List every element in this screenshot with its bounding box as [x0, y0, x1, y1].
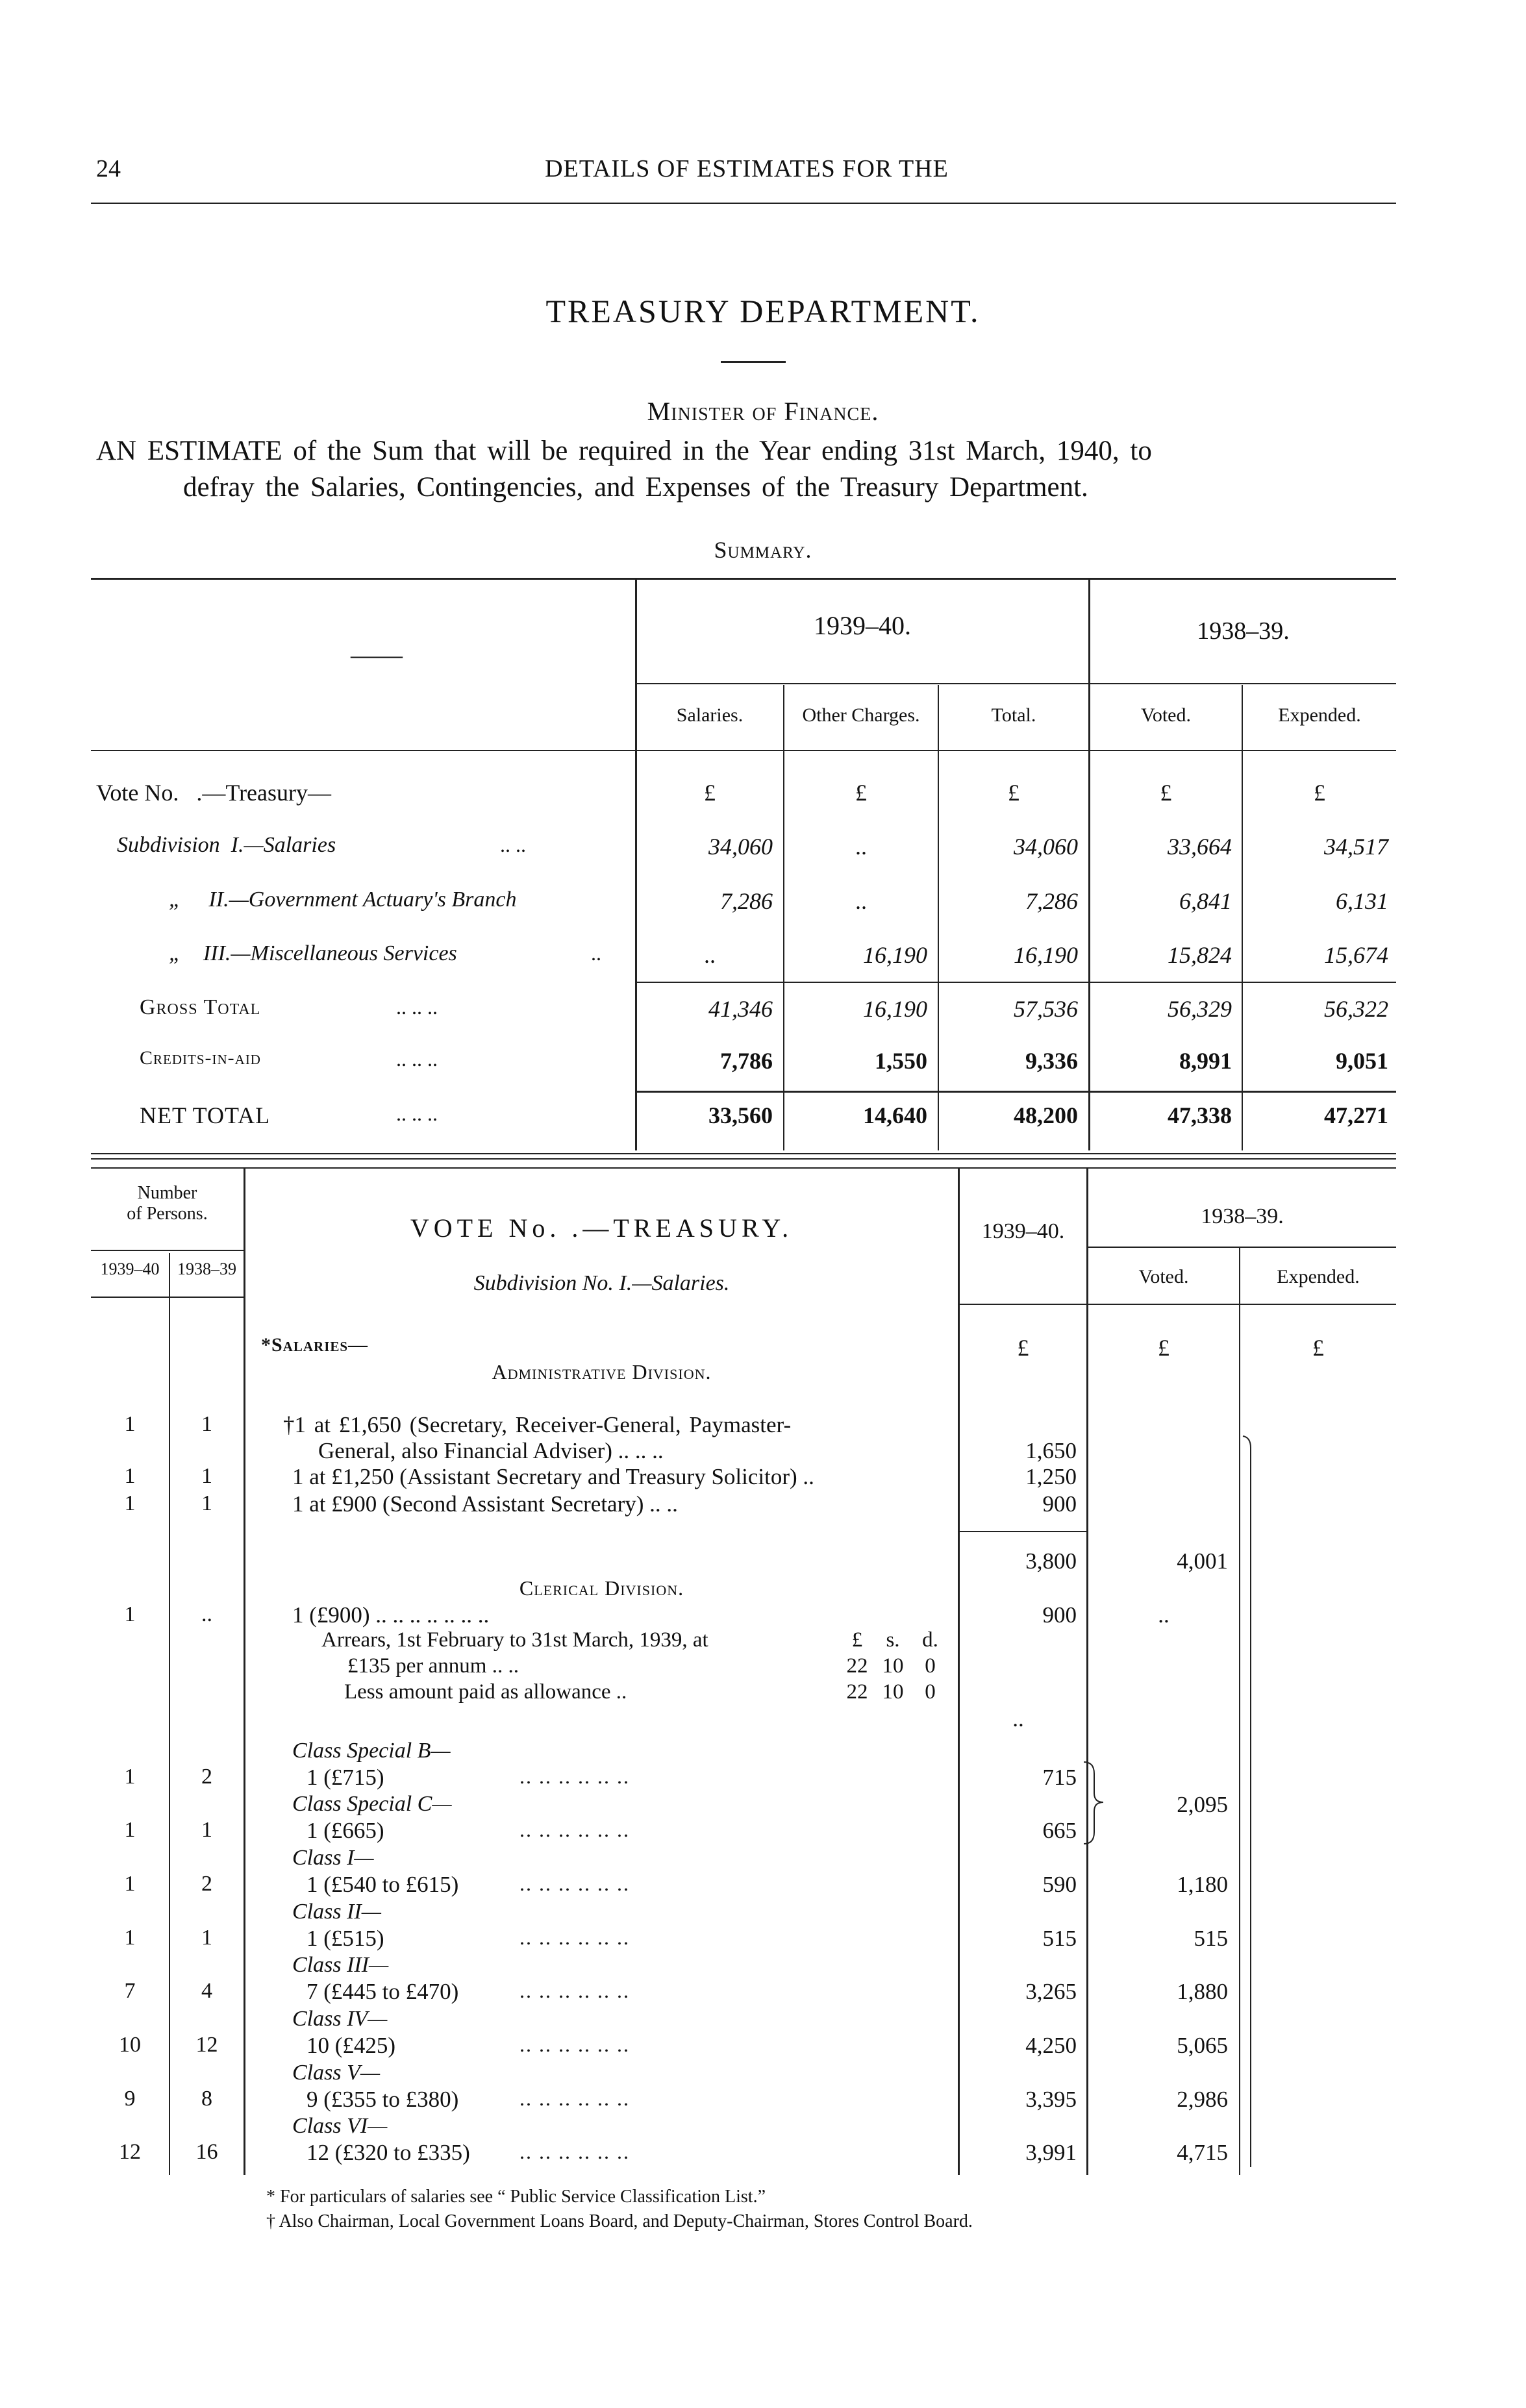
class-dots: .. .. .. .. .. .. — [519, 1765, 630, 1788]
class-amount: 515 — [1042, 1926, 1077, 1951]
summary-year-prev: 1938–39. — [1197, 617, 1290, 645]
class-n39: 10 — [119, 2033, 141, 2057]
class-n38: 8 — [201, 2087, 212, 2111]
clerical-amount: 900 — [1042, 1602, 1077, 1628]
admin-amount: 1,250 — [1025, 1464, 1077, 1489]
summary-dash: —— — [351, 640, 403, 669]
credits-label: Credits-in-aid — [140, 1047, 261, 1069]
detail-currency-voted: £ — [1158, 1335, 1170, 1361]
summary-row-label: „ III.—Miscellaneous Services — [169, 941, 457, 965]
class-dots: .. .. .. .. .. .. — [519, 2087, 630, 2110]
vote-label: Vote No. .—Treasury— — [96, 780, 332, 806]
running-title: DETAILS OF ESTIMATES FOR THE — [545, 155, 949, 182]
class-line: 12 (£320 to £335) — [306, 2140, 470, 2165]
clerical-voted: .. — [1158, 1602, 1170, 1628]
arrears-line: £135 per annum .. .. — [347, 1654, 519, 1678]
class-line: 1 (£715) — [306, 1765, 384, 1790]
net-salaries: 33,560 — [708, 1102, 773, 1128]
admin-subtotal: 3,800 — [1025, 1548, 1077, 1574]
arrears-amount: .. — [1012, 1706, 1024, 1732]
class-name: Class Special B— — [292, 1739, 451, 1763]
currency-other: £ — [855, 780, 867, 806]
class-n39: 9 — [124, 2087, 136, 2111]
minister-heading: Minister of Finance. — [647, 397, 879, 426]
detail-rule-persons — [244, 1169, 245, 2175]
summary-year-rule — [636, 683, 1396, 684]
class-amount: 4,250 — [1025, 2033, 1077, 2058]
arrears-v1-s: 10 — [882, 1654, 904, 1678]
class-n38: 1 — [201, 1818, 212, 1842]
persons-header-rule — [91, 1250, 244, 1251]
gross-voted: 56,329 — [1168, 996, 1232, 1022]
class-voted: 515 — [1194, 1926, 1228, 1951]
class-dots: .. .. .. .. .. .. — [519, 1818, 630, 1841]
class-name: Class Special C— — [292, 1792, 452, 1816]
detail-col-voted: Voted. — [1138, 1266, 1189, 1287]
class-line: 1 (£540 to £615) — [306, 1872, 459, 1897]
currency-salaries: £ — [704, 780, 716, 806]
class-dots: .. .. .. .. .. .. — [519, 1872, 630, 1895]
summary-row-salaries: 34,060 — [708, 834, 773, 860]
arrears-head-l: £ — [851, 1628, 863, 1652]
col-voted: Voted. — [1141, 704, 1191, 726]
header-rule — [91, 203, 1396, 204]
summary-rule-voted — [1242, 685, 1243, 1150]
detail-currency-expended: £ — [1312, 1335, 1324, 1361]
net-total-label: NET TOTAL — [140, 1102, 271, 1128]
class-n38: 1 — [201, 1926, 212, 1950]
class-line: 10 (£425) — [306, 2033, 396, 2058]
summary-row-dots: .. .. — [500, 833, 526, 856]
clerical-n39: 1 — [124, 1602, 136, 1626]
class-voted: 1,180 — [1177, 1872, 1228, 1897]
summary-row-other: .. — [855, 834, 867, 860]
special-voted: 2,095 — [1177, 1792, 1228, 1817]
summary-row-label: Subdivision I.—Salaries — [117, 833, 336, 857]
admin-amount: 1,650 — [1025, 1438, 1077, 1463]
credits-total: 9,336 — [1025, 1048, 1078, 1074]
admin-amount: 900 — [1042, 1491, 1077, 1517]
class-name: Class I— — [292, 1846, 374, 1870]
class-line: 7 (£445 to £470) — [306, 1979, 459, 2004]
arrears-head-s: s. — [886, 1628, 900, 1652]
class-amount: 590 — [1042, 1872, 1077, 1897]
arrears-v2-s: 10 — [882, 1680, 904, 1704]
summary-row-expended: 34,517 — [1324, 834, 1388, 860]
summary-row-voted: 15,824 — [1168, 942, 1232, 968]
net-dots: .. .. .. — [396, 1102, 438, 1125]
class-amount: 715 — [1042, 1765, 1077, 1790]
gross-salaries: 41,346 — [708, 996, 773, 1022]
class-n39: 1 — [124, 1926, 136, 1950]
currency-total: £ — [1008, 780, 1019, 806]
net-other: 14,640 — [863, 1102, 927, 1128]
arrears-line: Less amount paid as allowance .. — [344, 1680, 627, 1704]
class-n39: 1 — [124, 1872, 136, 1896]
detail-year-prev: 1938–39. — [1201, 1204, 1284, 1228]
gross-dots: .. .. .. — [396, 995, 438, 1019]
persons-header: Number of Persons. — [127, 1183, 208, 1224]
summary-row-other: 16,190 — [863, 942, 927, 968]
summary-row-salaries: 7,286 — [720, 888, 773, 914]
arrears-line: Arrears, 1st February to 31st March, 1939, at — [321, 1628, 708, 1652]
summary-row-total: 7,286 — [1025, 888, 1078, 914]
summary-year-current: 1939–40. — [814, 611, 911, 640]
page-title: TREASURY DEPARTMENT. — [545, 293, 981, 329]
footnote-salaries: * For particulars of salaries see “ Public Service Classification List.” — [266, 2187, 766, 2207]
summary-row-voted: 6,841 — [1179, 888, 1232, 914]
gross-total: 57,536 — [1014, 996, 1078, 1022]
detail-year-rule — [1088, 1247, 1396, 1248]
summary-net-rule — [636, 1091, 1396, 1093]
class-n39: 12 — [119, 2140, 141, 2164]
summary-row-dots: .. — [591, 941, 601, 965]
summary-subtotal-rule — [636, 982, 1396, 983]
detail-currency-amount: £ — [1017, 1335, 1029, 1361]
clerical-heading: Clerical Division. — [519, 1576, 684, 1600]
admin-line: General, also Financial Adviser) .. .. .. — [318, 1438, 664, 1463]
class-amount: 3,991 — [1025, 2140, 1077, 2165]
class-dots: .. .. .. .. .. .. — [519, 2140, 630, 2163]
col-persons-1938: 1938–39 — [177, 1260, 236, 1278]
summary-bottom-rule-1 — [91, 1153, 1396, 1154]
class-n39: 7 — [124, 1979, 136, 2003]
admin-heading: Administrative Division. — [492, 1360, 712, 1384]
gross-other: 16,190 — [863, 996, 927, 1022]
arrears-v1-d: 0 — [925, 1654, 936, 1678]
class-line: 9 (£355 to £380) — [306, 2087, 459, 2112]
intro-line-1: AN ESTIMATE of the Sum that will be required in the Year ending 31st March, 1940, to — [96, 436, 1152, 466]
class-voted: 5,065 — [1177, 2033, 1228, 2058]
admin-n39: 1 — [124, 1491, 136, 1515]
footnote-chairman: † Also Chairman, Local Government Loans Board, and Deputy-Chairman, Stores Control Board. — [266, 2211, 973, 2231]
admin-line: †1 at £1,650 (Secretary, Receiver-General, Paymaster- — [283, 1412, 792, 1437]
class-dots: .. .. .. .. .. .. — [519, 2033, 630, 2056]
col-expended: Expended. — [1278, 704, 1361, 726]
class-n38: 16 — [195, 2140, 218, 2164]
salaries-heading: *Salaries— — [261, 1334, 369, 1356]
credits-dots: .. .. .. — [396, 1047, 438, 1071]
col-total: Total. — [991, 704, 1036, 726]
class-name: Class V— — [292, 2061, 381, 2085]
detail-header-rule — [960, 1304, 1396, 1305]
vote-title: VOTE No. .—TREASURY. — [410, 1213, 794, 1243]
credits-other: 1,550 — [875, 1048, 927, 1074]
currency-expended: £ — [1314, 780, 1325, 806]
detail-top-rule — [91, 1167, 1396, 1169]
summary-row-expended: 15,674 — [1324, 942, 1388, 968]
class-amount: 3,265 — [1025, 1979, 1077, 2004]
class-name: Class II— — [292, 1900, 381, 1924]
class-dots: .. .. .. .. .. .. — [519, 1926, 630, 1949]
arrears-v2-l: 22 — [846, 1680, 868, 1704]
net-total: 48,200 — [1014, 1102, 1078, 1128]
class-amount: 3,395 — [1025, 2087, 1077, 2112]
intro-line-2: defray the Salaries, Contingencies, and Expenses of the Treasury Department. — [183, 472, 1088, 503]
admin-line: 1 at £1,250 (Assistant Secretary and Treasury Solicitor) .. — [292, 1464, 814, 1489]
class-voted: 2,986 — [1177, 2087, 1228, 2112]
class-voted: 4,715 — [1177, 2140, 1228, 2165]
admin-subtotal-rule — [960, 1531, 1086, 1532]
arrears-v1-l: 22 — [846, 1654, 868, 1678]
summary-rule-other — [938, 685, 939, 1150]
class-n38: 12 — [195, 2033, 218, 2057]
class-n39: 1 — [124, 1818, 136, 1842]
class-n38: 2 — [201, 1872, 212, 1896]
class-n38: 4 — [201, 1979, 212, 2003]
class-n38: 2 — [201, 1765, 212, 1789]
col-persons-1939: 1939–40 — [100, 1260, 160, 1278]
admin-n39: 1 — [124, 1464, 136, 1488]
summary-rule-salaries — [783, 685, 784, 1150]
credits-salaries: 7,786 — [720, 1048, 773, 1074]
summary-row-voted: 33,664 — [1168, 834, 1232, 860]
detail-rule-expended — [1239, 1248, 1240, 2175]
persons-col-rule — [91, 1297, 244, 1298]
summary-row-total: 16,190 — [1014, 942, 1078, 968]
summary-heading: Summary. — [714, 537, 812, 563]
detail-rule-voted — [1086, 1169, 1088, 2175]
admin-n39: 1 — [124, 1412, 136, 1436]
admin-line: 1 at £900 (Second Assistant Secretary) .. .. — [292, 1491, 678, 1517]
page-number: 24 — [96, 155, 121, 182]
subdivision-title: Subdivision No. I.—Salaries. — [473, 1271, 730, 1295]
class-voted: 1,880 — [1177, 1979, 1228, 2004]
class-line: 1 (£665) — [306, 1818, 384, 1843]
credits-expended: 9,051 — [1336, 1048, 1388, 1074]
col-other-charges: Other Charges. — [802, 704, 920, 726]
class-amount: 665 — [1042, 1818, 1077, 1843]
summary-row-label: „ II.—Government Actuary's Branch — [169, 887, 517, 912]
gross-expended: 56,322 — [1324, 996, 1388, 1022]
summary-row-salaries: .. — [704, 942, 716, 968]
admin-voted: 4,001 — [1177, 1548, 1228, 1574]
admin-n38: 1 — [201, 1491, 212, 1515]
title-rule — [721, 361, 786, 363]
clerical-n38: .. — [201, 1602, 212, 1626]
gross-total-label: Gross Total — [140, 995, 261, 1019]
summary-top-rule — [91, 578, 1396, 580]
summary-row-expended: 6,131 — [1336, 888, 1388, 914]
detail-year-current: 1939–40. — [981, 1219, 1065, 1243]
summary-row-other: .. — [855, 888, 867, 914]
net-expended: 47,271 — [1324, 1102, 1388, 1128]
summary-row-total: 34,060 — [1014, 834, 1078, 860]
class-dots: .. .. .. .. .. .. — [519, 1979, 630, 2002]
summary-bottom-rule-2 — [91, 1158, 1396, 1160]
class-name: Class III— — [292, 1953, 389, 1977]
class-name: Class VI— — [292, 2114, 388, 2138]
col-salaries: Salaries. — [676, 704, 744, 726]
admin-n38: 1 — [201, 1412, 212, 1436]
admin-n38: 1 — [201, 1464, 212, 1488]
summary-header-rule — [91, 750, 1396, 751]
arrears-v2-d: 0 — [925, 1680, 936, 1704]
class-n39: 1 — [124, 1765, 136, 1789]
class-name: Class IV— — [292, 2007, 388, 2031]
currency-voted: £ — [1160, 780, 1172, 806]
arrears-head-d: d. — [922, 1628, 938, 1652]
clerical-line: 1 (£900) .. .. .. .. .. .. .. — [292, 1602, 490, 1628]
detail-rule-amount — [958, 1169, 960, 2175]
admin-bracket — [1242, 1435, 1255, 2168]
credits-voted: 8,991 — [1179, 1048, 1232, 1074]
net-voted: 47,338 — [1168, 1102, 1232, 1128]
class-line: 1 (£515) — [306, 1926, 384, 1951]
detail-col-expended: Expended. — [1277, 1266, 1360, 1287]
